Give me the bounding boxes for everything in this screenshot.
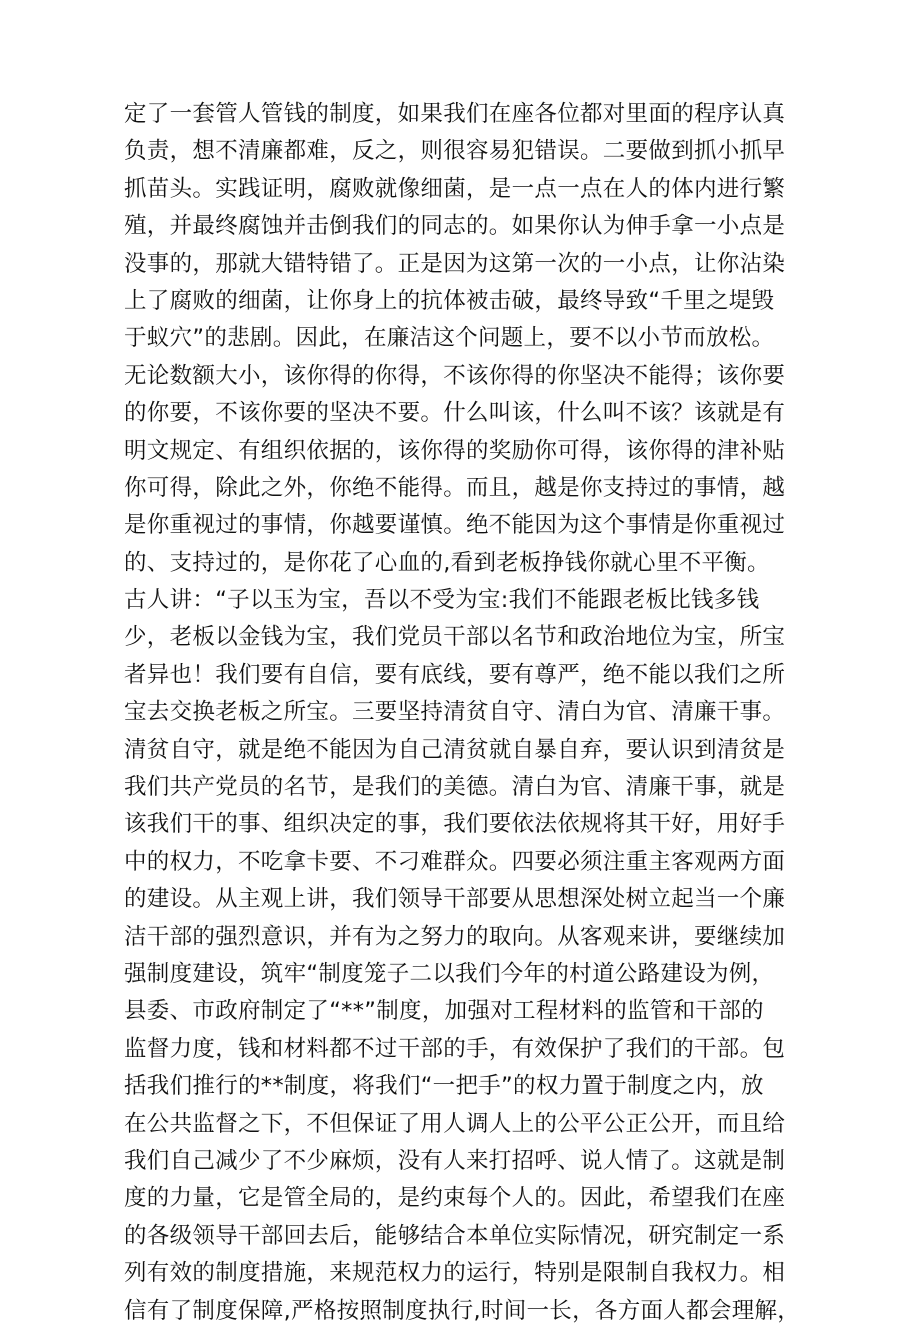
text-line: 殖，并最终腐蚀并击倒我们的同志的。如果你认为伸手拿一小点是 [124, 213, 786, 240]
text-line: 强制度建设，筑牢“制度笼子二以我们今年的村道公路建设为例， [124, 960, 775, 987]
text-line: 信有了制度保障,严格按照制度执行,时间一长，各方面人都会理解， [124, 1297, 801, 1324]
text-line: 洁干部的强烈意识，并有为之努力的取向。从客观来讲，要继续加 [124, 923, 786, 950]
text-line: 者异也！我们要有自信，要有底线，要有尊严，绝不能以我们之所 [124, 661, 786, 688]
text-line: 于蚁穴”的悲剧。因此，在廉洁这个问题上，要不以小节而放松。 [124, 325, 775, 352]
body-text [124, 96, 824, 1330]
text-line: 清贫自守，就是绝不能因为自己清贫就自暴自弃，要认识到清贫是 [124, 736, 786, 763]
text-line: 县委、市政府制定了“**”制度，加强对工程材料的监管和干部的 [124, 998, 764, 1025]
text-line: 少，老板以金钱为宝，我们党员干部以名节和政治地位为宝，所宝 [124, 624, 786, 651]
text-line: 是你重视过的事情，你越要谨慎。绝不能因为这个事情是你重视过 [124, 512, 786, 539]
text-line: 上了腐败的细菌，让你身上的抗体被击破，最终导致“千里之堤毁 [124, 287, 775, 314]
text-line: 负责，想不清廉都难，反之，则很容易犯错误。二要做到抓小抓早 [124, 138, 786, 165]
text-line: 的、支持过的，是你花了心血的,看到老板挣钱你就心里不平衡。 [124, 549, 770, 576]
text-line: 的建设。从主观上讲，我们领导干部要从思想深处树立起当一个廉 [124, 886, 786, 913]
text-line: 我们自己减少了不少麻烦，没有人来打招呼、说人情了。这就是制 [124, 1147, 786, 1174]
text-line: 宝去交换老板之所宝。三要坚持清贫自守、清白为官、清廉干事。 [124, 699, 786, 726]
text-line: 的各级领导干部回去后，能够结合本单位实际情况，研究制定一系 [124, 1222, 786, 1249]
text-line: 度的力量，它是管全局的，是约束每个人的。因此，希望我们在座 [124, 1185, 786, 1212]
text-line: 抓苗头。实践证明，腐败就像细菌，是一点一点在人的体内进行繁 [124, 175, 786, 202]
text-line: 明文规定、有组织依据的，该你得的奖励你可得，该你得的津补贴 [124, 437, 786, 464]
text-line: 无论数额大小，该你得的你得，不该你得的你坚决不能得；该你要 [124, 362, 786, 389]
text-line: 括我们推行的**制度，将我们“一把手”的权力置于制度之内，放 [124, 1073, 764, 1100]
text-line: 监督力度，钱和材料都不过干部的手，有效保护了我们的干部。包 [124, 1035, 786, 1062]
text-line: 在公共监督之下，不但保证了用人调人上的公平公正公开，而且给 [124, 1110, 786, 1137]
text-line: 定了一套管人管钱的制度，如果我们在座各位都对里面的程序认真 [124, 101, 786, 127]
text-line: 古人讲：“子以玉为宝，吾以不受为宝:我们不能跟老板比钱多钱 [124, 587, 760, 614]
text-line: 的你要，不该你要的坚决不要。什么叫该，什么叫不该？该就是有 [124, 400, 786, 427]
text-line: 中的权力，不吃拿卡要、不刁难群众。四要必须注重主客观两方面 [124, 848, 786, 875]
text-line: 你可得，除此之外，你绝不能得。而且，越是你支持过的事情，越 [124, 474, 786, 501]
text-line: 该我们干的事、组织决定的事，我们要依法依规将其干好，用好手 [124, 811, 786, 838]
text-line: 没事的，那就大错特错了。正是因为这第一次的一小点，让你沾染 [124, 250, 786, 277]
text-line: 列有效的制度措施，来规范权力的运行，特别是限制自我权力。相 [124, 1260, 786, 1287]
text-line: 我们共产党员的名节，是我们的美德。清白为官、清廉干事，就是 [124, 774, 786, 801]
